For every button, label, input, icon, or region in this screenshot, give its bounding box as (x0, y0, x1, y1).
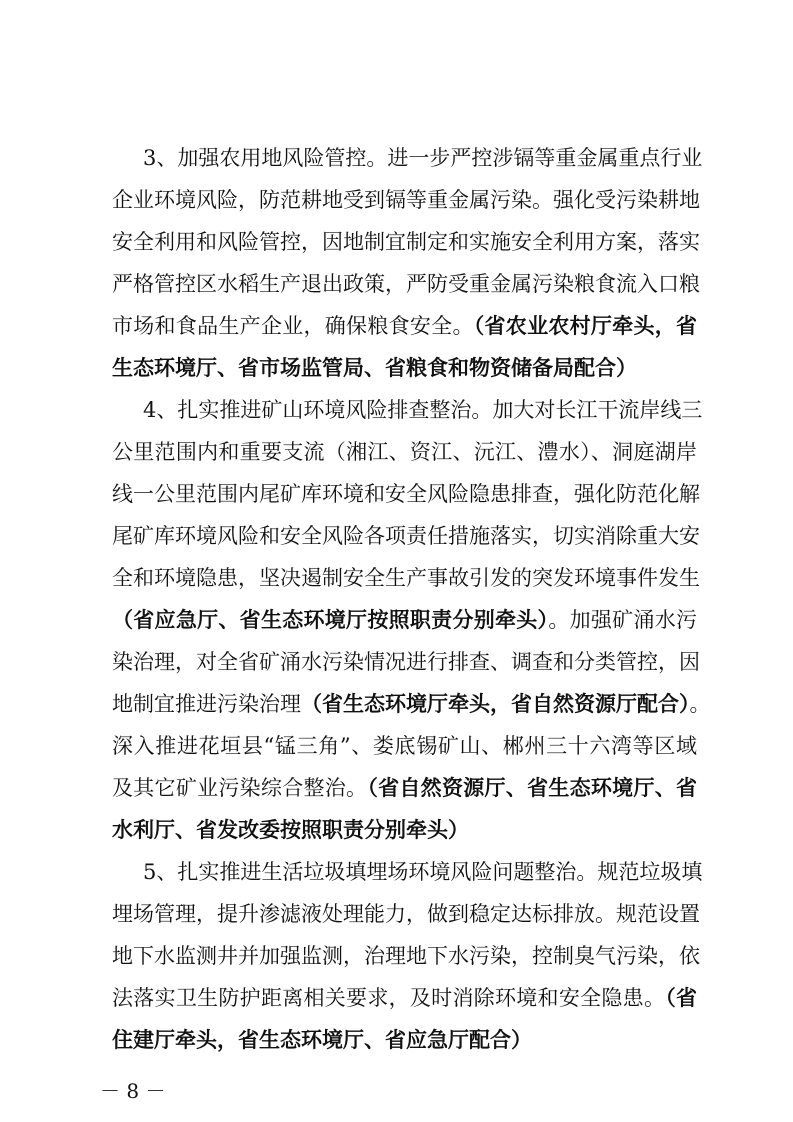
responsibility-note: （省应急厅、省生态环境厅按照职责分别牵头） (112, 607, 549, 632)
responsibility-note: 住建厅牵头，省生态环境厅、省应急厅配合） (112, 1027, 532, 1052)
responsibility-note: （省 (665, 985, 698, 1010)
line-text: 全和环境隐患，坚决遏制安全生产事故引发的突发环境事件发生 (112, 566, 700, 590)
text-line (112, 476, 700, 512)
line-text: 5、扎实推进生活垃圾填埋场环境风险问题整治。规范垃圾填 (143, 860, 703, 884)
line-text: 深入推进花垣县“锰三角”、娄底锡矿山、郴州三十六湾等区域 (112, 734, 697, 758)
line-text: 3、加强农用地风险管控。进一步严控涉镉等重金属重点行业 (143, 146, 703, 170)
text-line (112, 266, 700, 302)
line-text: 地下水监测井并加强监测，治理地下水污染，控制臭气污染，依 (112, 944, 700, 968)
line-text: 企业环境风险，防范耕地受到镉等重金属污染。强化受污染耕地 (112, 188, 700, 212)
line-text: 地制宜推进污染治理 (112, 692, 301, 716)
page-number: － 8 － (100, 1079, 166, 1103)
text-line (112, 308, 697, 344)
line-text: 严格管控区水稻生产退出政策，严防受重金属污染粮食流入口粮 (112, 272, 700, 296)
text-line (112, 980, 697, 1016)
line-text: 安全利用和风险管控，因地制宜制定和实施安全利用方案，落实 (112, 230, 700, 254)
text-line (112, 812, 697, 848)
line-text: 4、扎实推进矿山环境风险排查整治。加大对长江干流岸线三 (143, 398, 703, 422)
text-line (112, 896, 700, 932)
line-text: 公里范围内和重要支流（湘江、资江、沅江、澧水）、洞庭湖岸 (112, 440, 697, 464)
text-line (112, 350, 697, 386)
line-text: 市场和食品生产企业，确保粮食安全。 (112, 314, 474, 338)
responsibility-note: （省农业农村厅牵头，省 (473, 313, 698, 338)
text-line (112, 602, 697, 638)
text-line (143, 392, 703, 428)
responsibility-note: （省自然资源厅、省生态环境厅、省 (367, 775, 698, 800)
line-text: 染治理，对全省矿涌水污染情况进行排查、调查和分类管控，因 (112, 650, 700, 674)
line-text: 尾矿库环境风险和安全风险各项责任措施落实，切实消除重大安 (112, 524, 700, 548)
text-line (112, 770, 697, 806)
text-line (112, 728, 697, 764)
responsibility-note: （省生态环境厅牵头，省自然资源厅配合） (301, 691, 690, 716)
text-line (112, 560, 700, 596)
line-text: 线一公里范围内尾矿库环境和安全风险隐患排查，强化防范化解 (112, 482, 700, 506)
responsibility-note: 水利厅、省发改委按照职责分别牵头） (112, 817, 469, 842)
text-line (112, 1022, 697, 1058)
text-line (112, 644, 700, 680)
line-text: 法落实卫生防护距离相关要求，及时消除环境和安全隐患。 (112, 986, 666, 1010)
responsibility-note: 生态环境厅、省市场监管局、省粮食和物资储备局配合） (112, 355, 637, 380)
text-line (112, 938, 700, 974)
text-line (143, 854, 703, 890)
line-text: 及其它矿业污染综合整治。 (112, 776, 368, 800)
text-line (112, 182, 700, 218)
line-text: 。加强矿涌水污 (548, 608, 698, 632)
line-text-end: 。 (689, 692, 711, 716)
text-line (112, 224, 700, 260)
text-line (112, 686, 711, 722)
text-line (112, 434, 697, 470)
line-text: 埋场管理，提升渗滤液处理能力，做到稳定达标排放。规范设置 (112, 902, 700, 926)
text-line (112, 518, 700, 554)
text-line (143, 140, 703, 176)
